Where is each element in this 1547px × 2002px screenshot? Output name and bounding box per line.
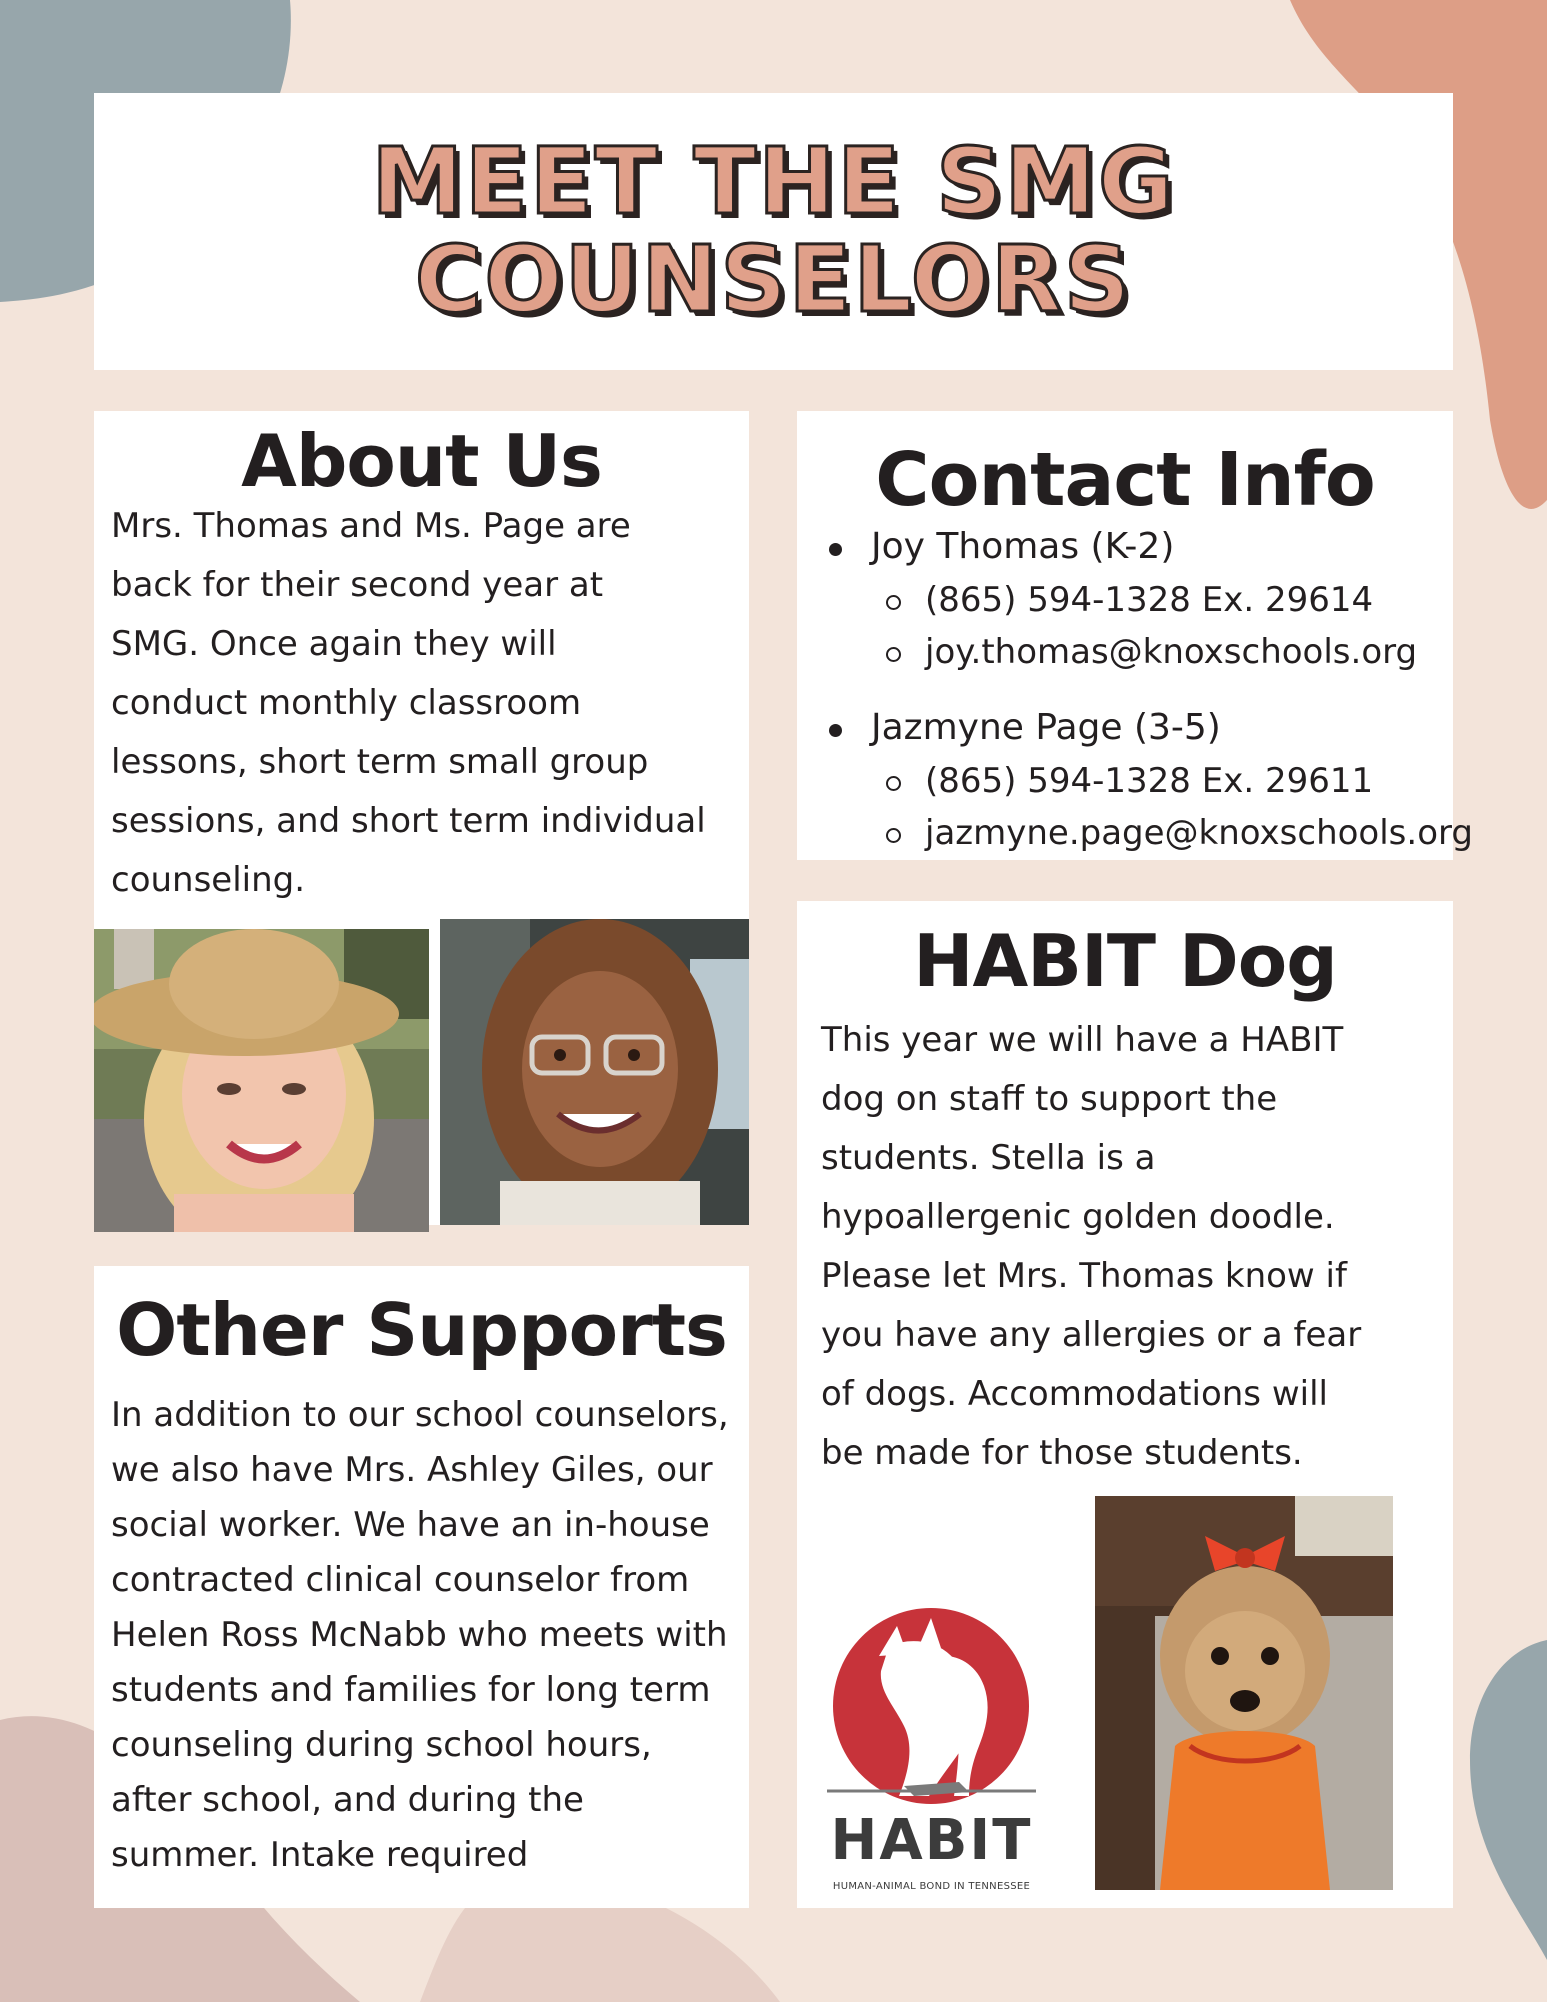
habit-line: hypoallergenic golden doodle. (821, 1197, 1335, 1237)
contact-name-page: Jazmyne Page (3-5) (827, 700, 1453, 755)
contact-phone-page[interactable]: (865) 594-1328 Ex. 29611 (827, 755, 1453, 807)
habit-line: dog on staff to support the (821, 1079, 1278, 1119)
about-us-text (111, 497, 747, 910)
about-line: back for their second year at (111, 565, 604, 605)
contact-list (827, 519, 1473, 859)
contact-name-thomas: Joy Thomas (K-2) (827, 519, 1453, 574)
about-line: counseling. (111, 860, 306, 900)
page-title-line-2: COUNSELORS (414, 226, 1133, 333)
about-us-panel (94, 411, 749, 1225)
habit-dog-heading: HABIT Dog (913, 919, 1337, 1003)
habit-logo-text: HABIT (830, 1808, 1033, 1873)
other-line: counseling during school hours, (111, 1725, 652, 1765)
other-line: social worker. We have an in-house (111, 1505, 710, 1545)
other-line: we also have Mrs. Ashley Giles, our (111, 1450, 713, 1490)
contact-email-thomas[interactable]: joy.thomas@knoxschools.org (827, 626, 1453, 678)
habit-emblem-icon (819, 1596, 1044, 1806)
habit-line: students. Stella is a (821, 1138, 1156, 1178)
habit-line: you have any allergies or a fear (821, 1315, 1362, 1355)
habit-line: of dogs. Accommodations will (821, 1374, 1328, 1414)
about-line: lessons, short term small group (111, 742, 649, 782)
about-line: sessions, and short term individual (111, 801, 706, 841)
contact-email-page[interactable]: jazmyne.page@knoxschools.org (827, 807, 1453, 859)
other-supports-heading: Other Supports (116, 1288, 727, 1372)
other-line: summer. Intake required (111, 1835, 529, 1875)
habit-logo (819, 1596, 1044, 1896)
other-line: after school, and during the (111, 1780, 584, 1820)
other-line: In addition to our school counselors, (111, 1395, 729, 1435)
page-title-line-1: MEET THE SMG (371, 128, 1176, 235)
habit-dog-text (821, 1011, 1441, 1483)
counselor-photo-thomas (94, 929, 429, 1232)
habit-dog-photo (1095, 1496, 1393, 1890)
other-line: students and families for long term (111, 1670, 711, 1710)
about-us-heading: About Us (241, 419, 602, 503)
habit-logo-tagline: HUMAN-ANIMAL BOND IN TENNESSEE (832, 1881, 1031, 1892)
contact-spacer (827, 678, 1453, 700)
about-line: Mrs. Thomas and Ms. Page are (111, 506, 631, 546)
contact-info-heading: Contact Info (875, 437, 1375, 523)
about-line: SMG. Once again they will (111, 624, 557, 664)
habit-dog-panel (797, 901, 1453, 1908)
other-supports-panel (94, 1266, 749, 1908)
habit-line: This year we will have a HABIT (821, 1020, 1344, 1060)
habit-line: Please let Mrs. Thomas know if (821, 1256, 1347, 1296)
other-line: contracted clinical counselor from (111, 1560, 690, 1600)
counselor-photo-page (440, 919, 749, 1225)
other-line: Helen Ross McNabb who meets with (111, 1615, 728, 1655)
title-panel (94, 93, 1453, 370)
habit-line: be made for those students. (821, 1433, 1303, 1473)
other-supports-text (111, 1388, 741, 1883)
about-line: conduct monthly classroom (111, 683, 582, 723)
page-title (94, 128, 1453, 333)
contact-phone-thomas[interactable]: (865) 594-1328 Ex. 29614 (827, 574, 1453, 626)
contact-info-panel (797, 411, 1473, 860)
